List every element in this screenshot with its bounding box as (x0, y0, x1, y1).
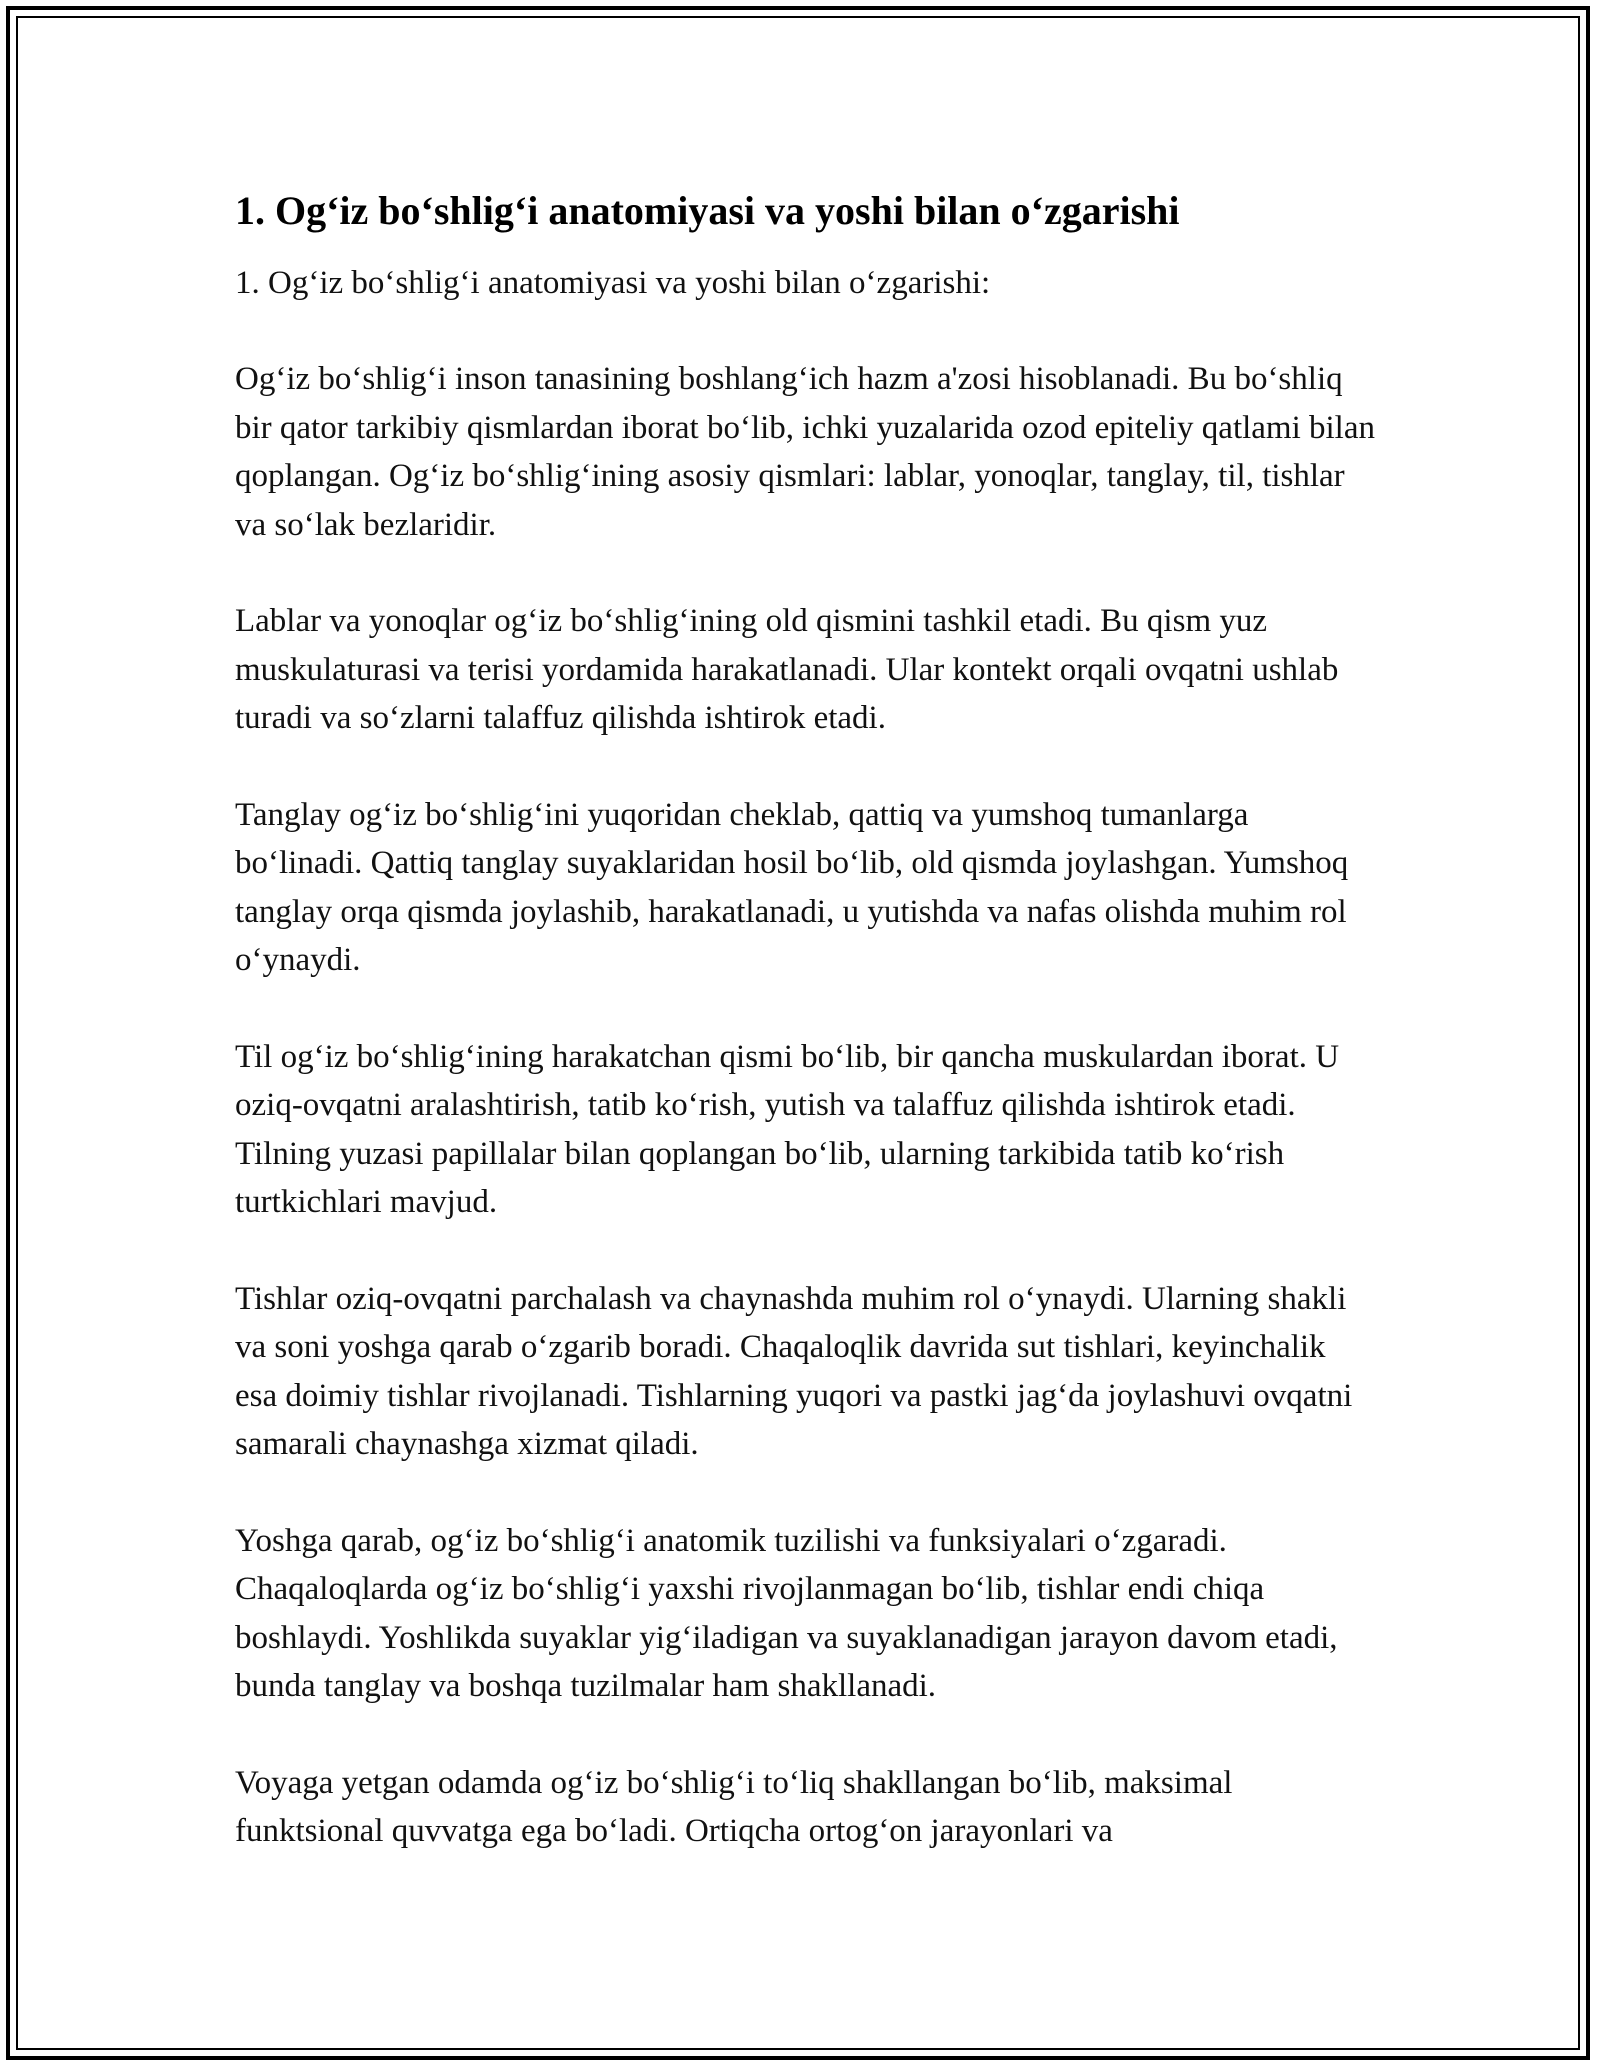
paragraph-anatomy-overview: Og‘iz bo‘shlig‘i inson tanasining boshlang‘ich hazm a'zosi hisoblanadi. Bu bo‘shliq bir qator tarkibiy qismlardan iborat bo‘lib, ichki yuzalarida ozod epiteliy qatlami bilan qoplangan. Og‘iz bo‘shlig‘ining asosiy qismlari: lablar, yonoqlar, tanglay, til, tishlar va so‘lak bezlaridir. (235, 361, 1375, 543)
document-heading: 1. Og‘iz bo‘shlig‘i anatomiyasi va yoshi bilan o‘zgarishi (235, 188, 1180, 233)
paragraph-lips-cheeks: Lablar va yonoqlar og‘iz bo‘shlig‘ining old qismini tashkil etadi. Bu qism yuz muskulaturasi va terisi yordamida harakatlanadi. Ular kontekt orqali ovqatni ushlab turadi va so‘zlarni talaffuz qilishda ishtirok etadi. (235, 603, 1339, 736)
paragraph-palate: Tanglay og‘iz bo‘shlig‘ini yuqoridan cheklab, qattiq va yumshoq tumanlarga bo‘linadi. Qattiq tanglay suyaklaridan hosil bo‘lib, old qismda joylashgan. Yumshoq tanglay orqa qismda joylashib, harakatlanadi, u yutishda va nafas olishda muhim rol o‘ynaydi. (235, 796, 1349, 978)
document-body (235, 185, 1375, 1904)
document-subheading: 1. Og‘iz bo‘shlig‘i anatomiyasi va yoshi bilan o‘zgarishi: (235, 265, 991, 301)
paragraph-tongue: Til og‘iz bo‘shlig‘ining harakatchan qismi bo‘lib, bir qancha muskulardan iborat. U oziq-ovqatni aralashtirish, tatib ko‘rish, yutish va talaffuz qilishda ishtirok etadi. Tilning yuzasi papillalar bilan qoplangan bo‘lib, ularning tarkibida tatib ko‘rish turtkichlari mavjud. (235, 1038, 1340, 1220)
paragraph-adult: Voyaga yetgan odamda og‘iz bo‘shlig‘i to‘liq shakllangan bo‘lib, maksimal funktsional quvvatga ega bo‘ladi. Ortiqcha ortog‘on jarayonlari va (235, 1764, 1233, 1849)
paragraph-age-changes: Yoshga qarab, og‘iz bo‘shlig‘i anatomik tuzilishi va funksiyalari o‘zgaradi. Chaqaloqlarda og‘iz bo‘shlig‘i yaxshi rivojlanmagan bo‘lib, tishlar endi chiqa boshlaydi. Yoshlikda suyaklar yig‘iladigan va suyaklanadigan jarayon davom etadi, bunda tanglay va boshqa tuzilmalar ham shakllanadi. (235, 1522, 1338, 1704)
paragraph-teeth: Tishlar oziq-ovqatni parchalash va chaynashda muhim rol o‘ynaydi. Ularning shakli va soni yoshga qarab o‘zgarib boradi. Chaqaloqlik davrida sut tishlari, keyinchalik esa doimiy tishlar rivojlanadi. Tishlarning yuqori va pastki jag‘da joylashuvi ovqatni samarali chaynashga xizmat qiladi. (235, 1280, 1353, 1462)
